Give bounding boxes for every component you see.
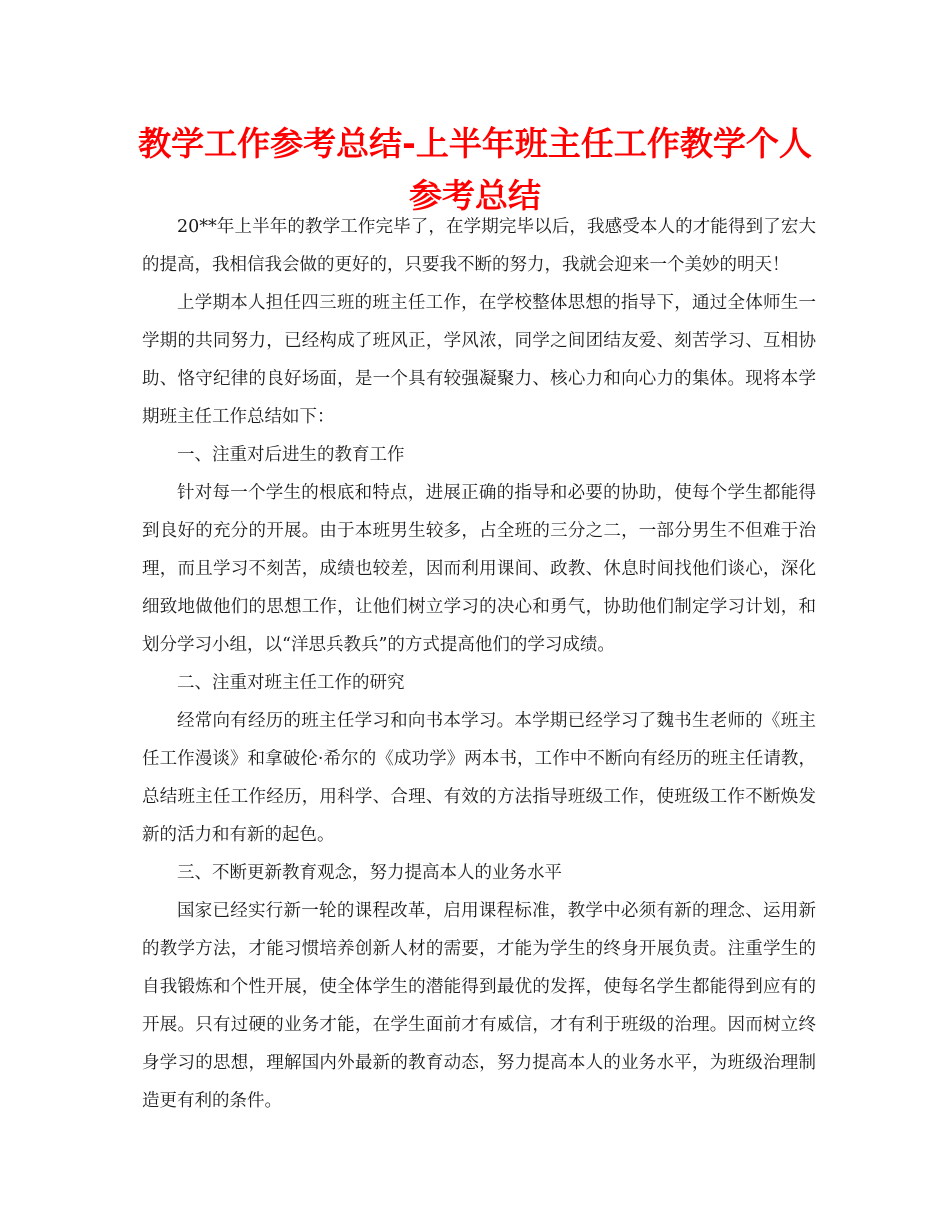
section-heading-2: 二、注重对班主任工作的研究 (177, 673, 405, 693)
paragraph-section-2: 经常向有经历的班主任学习和向书本学习。本学期已经学习了魏书生老师的《班主任工作漫谈》和拿破伦·希尔的《成功学》两本书，工作中不断向有经历的班主任请教，总结班主任工作经历，用科学、合理、有效的方法指导班级工作，使班级工作不断焕发新的活力和有新的起色。 (142, 711, 816, 845)
document-title: 教学工作参考总结-上半年班主任工作教学个人参考总结 (138, 124, 812, 215)
section-heading-1: 一、注重对后进生的教育工作 (177, 445, 405, 465)
document-body (142, 208, 816, 1120)
paragraph-intro: 20**年上半年的教学工作完毕了，在学期完毕以后，我感受本人的才能得到了宏大的提高，我相信我会做的更好的，只要我不断的努力，我就会迎来一个美妙的明天！ (142, 217, 816, 275)
paragraph-section-1: 针对每一个学生的根底和特点，进展正确的指导和必要的协助，使每个学生都能得到良好的充分的开展。由于本班男生较多，占全班的三分之二，一部分男生不但难于治理，而且学习不刻苦，成绩也较差，因而利用课间、政教、休息时间找他们谈心，深化细致地做他们的思想工作，让他们树立学习的决心和勇气，协助他们制定学习计划，和划分学习小组，以“洋思兵教兵”的方式提高他们的学习成绩。 (142, 483, 816, 655)
section-heading-3: 三、不断更新教育观念，努力提高本人的业务水平 (177, 863, 562, 883)
paragraph-section-3: 国家已经实行新一轮的课程改革，启用课程标准，教学中必须有新的理念、运用新的教学方法，才能习惯培养创新人材的需要，才能为学生的终身开展负责。注重学生的自我锻炼和个性开展，使全体学生的潜能得到最优的发挥，使每名学生都能得到应有的开展。只有过硬的业务才能，在学生面前才有威信，才有利于班级的治理。因而树立终身学习的思想，理解国内外最新的教育动态，努力提高本人的业务水平，为班级治理制造更有利的条件。 (142, 901, 816, 1111)
paragraph-class-overview: 上学期本人担任四三班的班主任工作，在学校整体思想的指导下，通过全体师生一学期的共同努力，已经构成了班风正，学风浓，同学之间团结友爱、刻苦学习、互相协助、恪守纪律的良好场面，是一个具有较强凝聚力、核心力和向心力的集体。现将本学期班主任工作总结如下： (142, 293, 816, 427)
